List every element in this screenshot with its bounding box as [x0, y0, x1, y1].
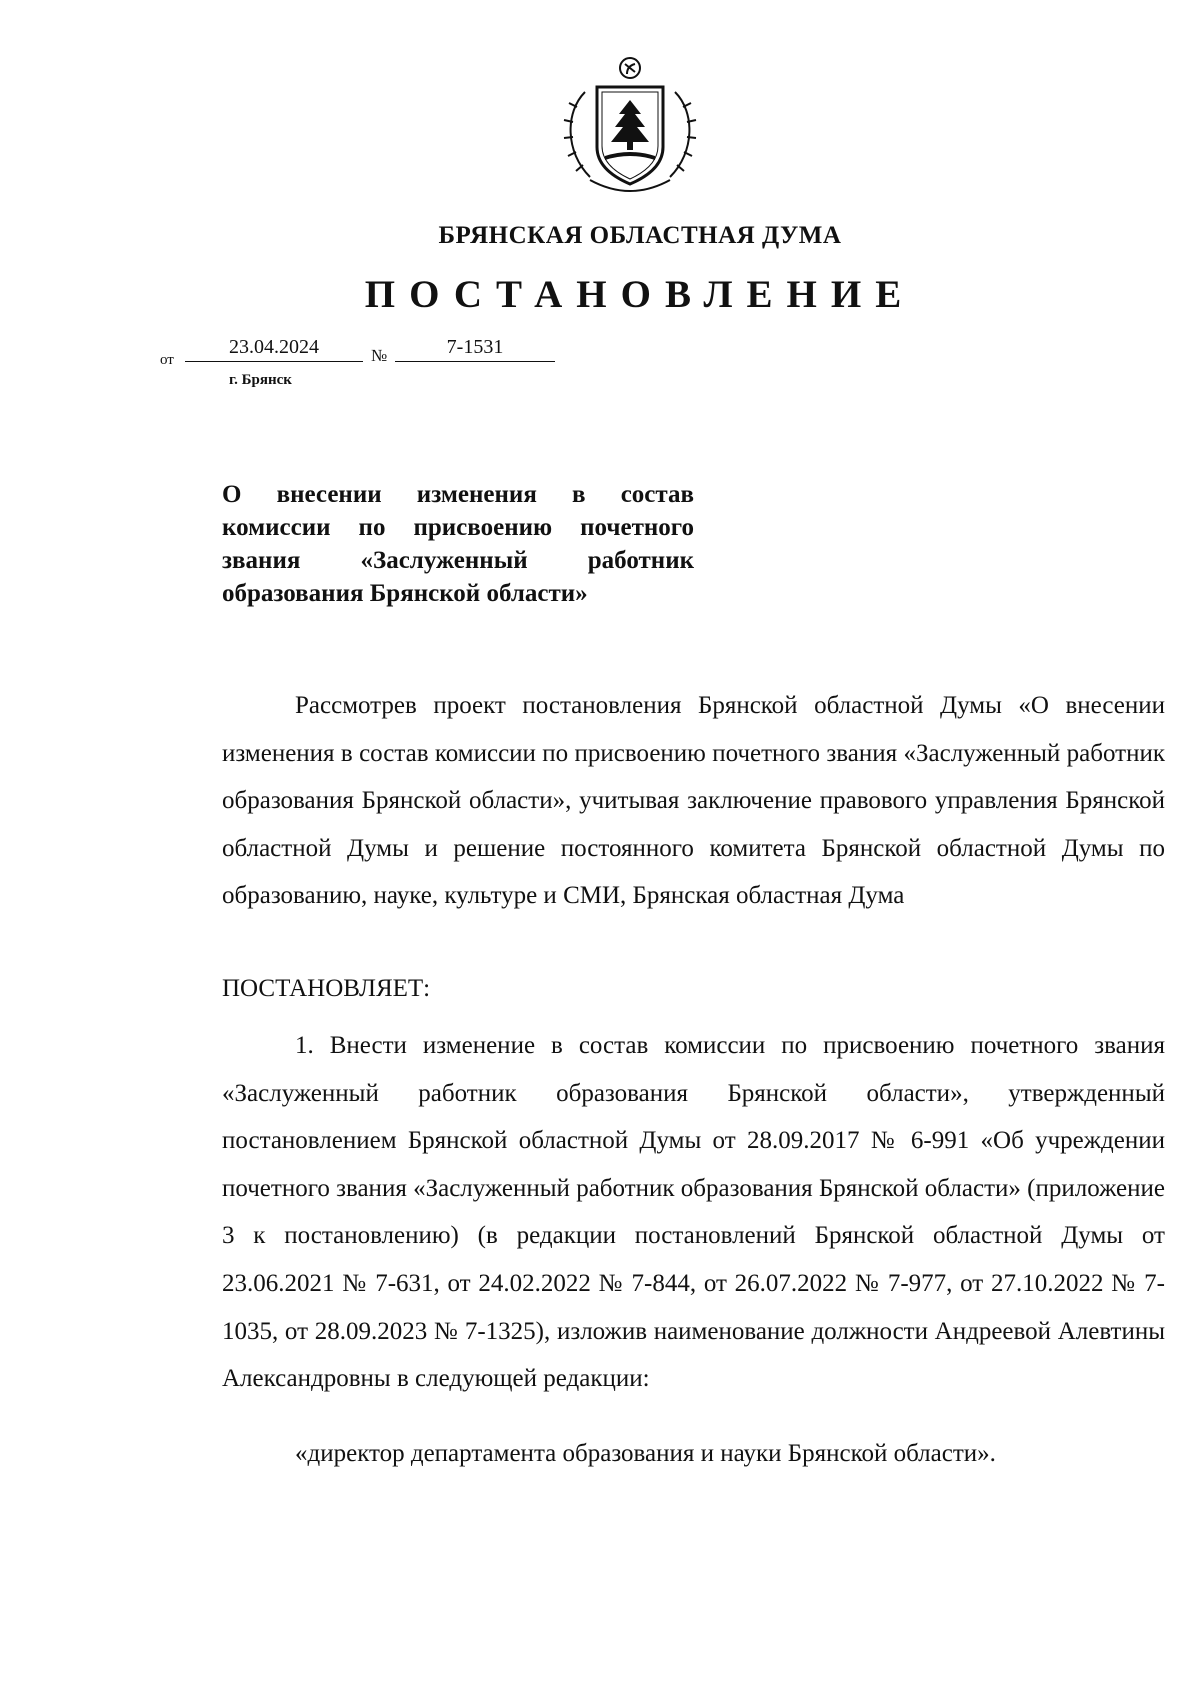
document-date: 23.04.2024: [185, 336, 363, 362]
subject-line: комиссии по присвоению почетного: [222, 514, 694, 541]
date-prefix-label: от: [160, 352, 174, 368]
preamble-paragraph: Рассмотрев проект постановления Брянской областной Думы «О внесении изменения в состав комиссии по присвоению почетного звания «Заслуженный работник образования Брянской области», учитывая заключение правового управления Брянской областной Думы и решение постоянного комитета Брянской областной Думы по образованию, науке, культуре и СМИ, Брянская областная Дума: [222, 692, 1165, 910]
new-position-wording: «директор департамента образования и науки Брянской области».: [295, 1440, 996, 1467]
city-label: г. Брянск: [229, 372, 292, 388]
resolves-heading: ПОСТАНОВЛЯЕТ:: [222, 975, 431, 1002]
document-number: 7-1531: [395, 336, 555, 362]
document-type-heading: ПОСТАНОВЛЕНИЕ: [364, 273, 916, 316]
document-subject: [222, 478, 694, 610]
resolution-item-1: 1. Внести изменение в состав комиссии по присвоению почетного звания «Заслуженный работник образования Брянской области», утвержденный постановлением Брянской областной Думы от 28.09.2017 № 6-991 «Об учреждении почетного звания «Заслуженный работник образования Брянской области» (приложение 3 к постановлению) (в редакции постановлений Брянской областной Думы от 23.06.2021 № 7-631, от 24.02.2022 № 7-844, от 26.07.2022 № 7-977, от 27.10.2022 № 7-1035, от 28.09.2023 № 7-1325), изложив наименование должности Андреевой Алевтины Александровны в следующей редакции:: [222, 1032, 1165, 1393]
coat-of-arms-emblem: [555, 52, 705, 202]
subject-line: образования Брянской области»: [222, 580, 588, 607]
subject-line: звания «Заслуженный работник: [222, 547, 694, 574]
organization-title: БРЯНСКАЯ ОБЛАСТНАЯ ДУМА: [438, 222, 842, 249]
number-sign-label: №: [371, 346, 388, 365]
subject-line: О внесении изменения в состав: [222, 481, 694, 508]
